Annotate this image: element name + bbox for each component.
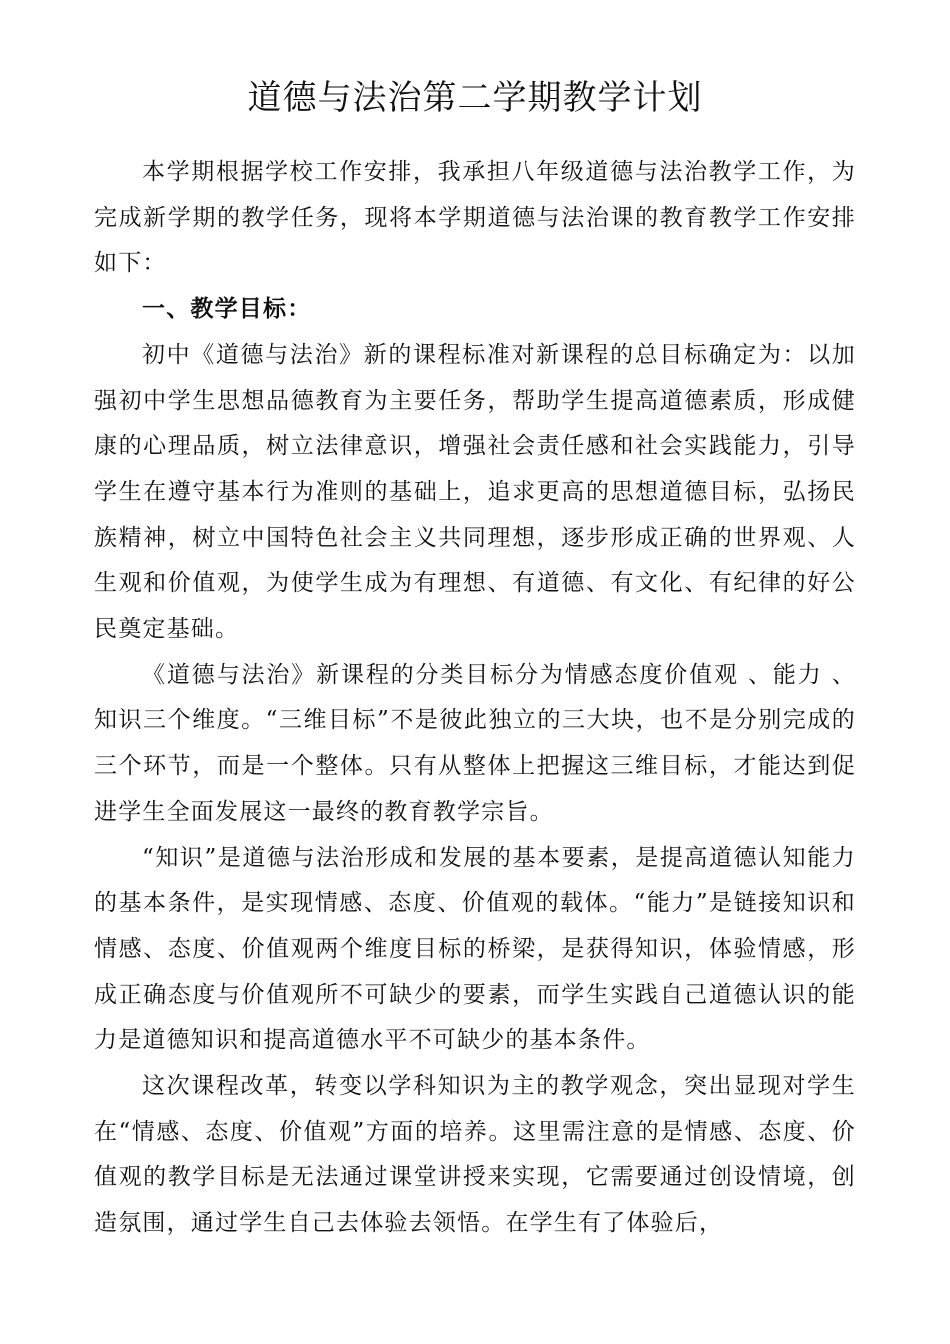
paragraph-curriculum-reform: 这次课程改革，转变以学科知识为主的教学观念，突出显现对学生在“情感、态度、价值观”方面的培养。这里需注意的是情感、态度、价值观的教学目标是无法通过课堂讲授来实现，它需要通过创设情境，创造氛围，通过学生自己去体验去领悟。在学生有了体验后，: [94, 1073, 856, 1237]
paragraph-knowledge-ability: “知识”是道德与法治形成和发展的基本要素，是提高道德认知能力的基本条件，是实现情感、态度、价值观的载体。“能力”是链接知识和情感、态度、价值观两个维度目标的桥梁，是获得知识，体验情感，形成正确态度与价值观所不可缺少的要素，而学生实践自己道德认识的能力是道德知识和提高道德水平不可缺少的基本条件。: [94, 844, 856, 1054]
section-heading-teaching-goals: 一、教学目标：: [142, 296, 312, 323]
paragraph-overall-goal: 初中《道德与法治》新的课程标准对新课程的总目标确定为：以加强初中学生思想品德教育为主要任务，帮助学生提高道德素质，形成健康的心理品质，树立法律意识，增强社会责任感和社会实践能力，引导学生在遵守基本行为准则的基础上，追求更高的思想道德目标，弘扬民族精神，树立中国特色社会主义共同理想，逐步形成正确的世界观、人生观和价值观，为使学生成为有理想、有道德、有文化、有纪律的好公民奠定基础。: [94, 341, 856, 643]
paragraph-three-dimensions: 《道德与法治》新课程的分类目标分为情感态度价值观 、能力 、知识三个维度。“三维目标”不是彼此独立的三大块，也不是分别完成的三个环节，而是一个整体。只有从整体上把握这三维目标，才能达到促进学生全面发展这一最终的教育教学宗旨。: [94, 661, 856, 825]
document-body: [94, 150, 856, 1247]
intro-paragraph: 本学期根据学校工作安排，我承担八年级道德与法治教学工作，为完成新学期的教学任务，现将本学期道德与法治课的教育教学工作安排如下：: [94, 159, 856, 277]
document-title: 道德与法治第二学期教学计划: [247, 78, 703, 118]
